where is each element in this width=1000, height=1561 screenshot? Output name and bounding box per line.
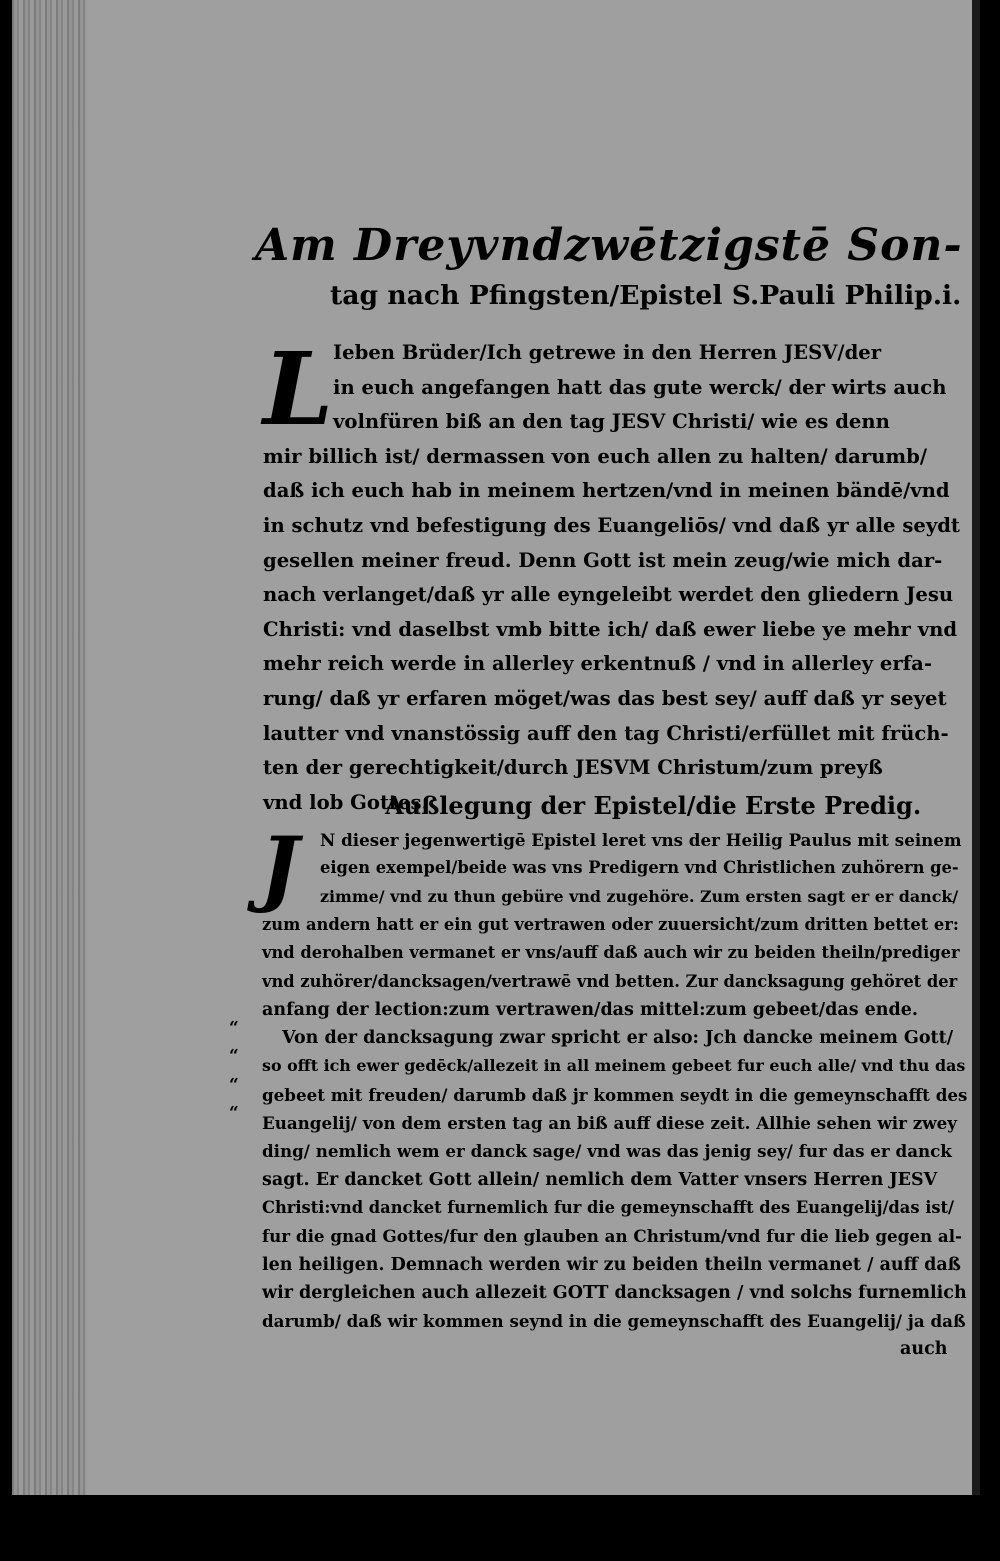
sermon-line: zimme/ vnd zu thun gebüre vnd zugehöre. Zum ersten sagt er er danck/ bbox=[320, 886, 959, 906]
passage-line: Christi: vnd daselbst vmb bitte ich/ daß ewer liebe ye mehr vnd bbox=[263, 617, 958, 641]
quote-mark: “ bbox=[229, 1018, 239, 1038]
quote-mark: “ bbox=[229, 1046, 239, 1066]
sermon-dropcap: J bbox=[260, 820, 299, 916]
sermon-line: vnd derohalben vermanet er vns/auff daß auch wir zu beiden theiln/prediger bbox=[262, 943, 960, 963]
title-line-2: tag nach Pfingsten/Epistel S.Pauli Philip.i. bbox=[330, 280, 962, 311]
sermon-line: sagt. Er dancket Gott allein/ nemlich dem Vatter vnsers Herren JESV bbox=[262, 1169, 938, 1190]
quote-mark: “ bbox=[229, 1075, 239, 1095]
quote-mark: “ bbox=[229, 1103, 239, 1123]
passage-line: in schutz vnd befestigung des Euangeliōs/ vnd daß yr alle seydt bbox=[263, 514, 960, 537]
sermon-line: darumb/ daß wir kommen seynd in die gemeynschafft des Euangelij/ ja daß bbox=[262, 1311, 966, 1332]
sermon-line: anfang der lection:zum vertrawen/das mittel:zum gebeet/das ende. bbox=[262, 999, 918, 1020]
passage-line: lautter vnd vnanstössig auff den tag Christi/erfüllet mit früch- bbox=[263, 721, 949, 745]
sermon-line: vnd zuhörer/dancksagen/vertrawē vnd betten. Zur dancksagung gehöret der bbox=[262, 971, 958, 991]
sermon-line: eigen exempel/beide was vns Predigern vnd Christlichen zuhörern ge- bbox=[320, 858, 959, 878]
passage-line: in euch angefangen hatt das gute werck/ der wirts auch bbox=[333, 375, 947, 399]
sermon-line: Von der dancksagung zwar spricht er also: Jch dancke meinem Gott/ bbox=[282, 1028, 954, 1049]
page-gutter bbox=[12, 0, 87, 1561]
passage-line: rung/ daß yr erfaren möget/was das best sey/ auff daß yr seyet bbox=[263, 687, 947, 710]
passage-line: daß ich euch hab in meinem hertzen/vnd in meinen bändē/vnd bbox=[263, 479, 950, 503]
title-line-1: Am Dreyvndzwētzigstē Son- bbox=[255, 220, 963, 271]
passage-line: gesellen meiner freud. Denn Gott ist mein zeug/wie mich dar- bbox=[263, 548, 943, 572]
sermon-line: Christi:vnd dancket furnemlich fur die gemeynschafft des Euangelij/das ist/ bbox=[262, 1197, 955, 1217]
sermon-line: zum andern hatt er ein gut vertrawen oder zuuersicht/zum dritten bettet er: bbox=[262, 914, 959, 934]
sermon-heading: Außlegung der Epistel/die Erste Predig. bbox=[385, 791, 922, 820]
sermon-line: Euangelij/ von dem ersten tag an biß auff diese zeit. Allhie sehen wir zwey bbox=[262, 1113, 957, 1133]
sermon-text bbox=[260, 820, 968, 1496]
catchword: auch bbox=[900, 1339, 948, 1360]
sermon-line: wir dergleichen auch allezeit GOTT dancksagen / vnd solchs furnemlich bbox=[262, 1282, 967, 1303]
passage-line: nach verlanget/daß yr alle eyngeleibt werdet den gliedern Jesu bbox=[263, 583, 954, 607]
passage-line: volnfüren biß an den tag JESV Christi/ wie es denn bbox=[333, 410, 890, 434]
passage-dropcap: L bbox=[263, 330, 334, 448]
passage-line: mir billich ist/ dermassen von euch allen zu halten/ darumb/ bbox=[263, 444, 928, 468]
passage-line: ten der gerechtigkeit/durch JESVM Christum/zum preyß bbox=[263, 756, 883, 780]
passage-line: mehr reich werde in allerley erkentnuß / vnd in allerley erfa- bbox=[263, 652, 932, 676]
sermon-line: fur die gnad Gottes/fur den glauben an Christum/vnd fur die lieb gegen al- bbox=[262, 1226, 962, 1247]
page-bottom-edge bbox=[12, 1495, 980, 1561]
sermon-line: ding/ nemlich wem er danck sage/ vnd was das jenig sey/ fur das er danck bbox=[262, 1141, 952, 1162]
passage-line: Ieben Brüder/Ich getrewe in den Herren JESV/der bbox=[333, 341, 882, 364]
sermon-line: len heiligen. Demnach werden wir zu beiden theiln vermanet / auff daß bbox=[262, 1254, 961, 1275]
sermon-line: so offt ich ewer gedēck/allezeit in all meinem gebeet fur euch alle/ vnd thu das bbox=[262, 1056, 966, 1076]
passage-line: vnd lob Gottes. bbox=[263, 790, 429, 814]
sermon-line: N dieser jegenwertigē Epistel leret vns der Heilig Paulus mit seinem bbox=[320, 830, 962, 850]
sermon-line: gebeet mit freuden/ darumb daß jr kommen seydt in die gemeynschafft des bbox=[262, 1084, 968, 1105]
